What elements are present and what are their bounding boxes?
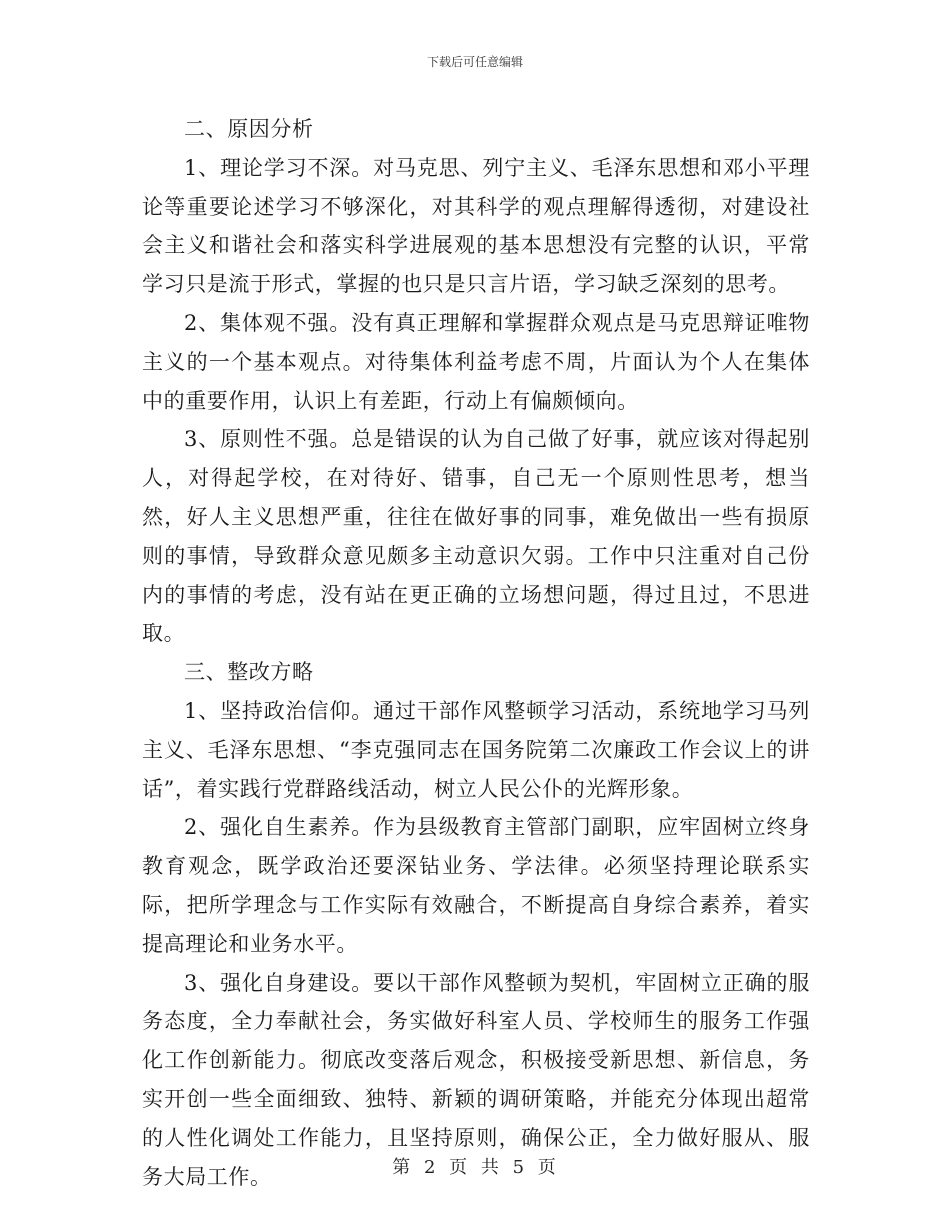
paragraph: 3、原则性不强。总是错误的认为自己做了好事，就应该对得起别人，对得起学校，在对待好、错事，自己无一个原则性思考，想当然，好人主义思想严重，往往在做好事的同事，难免做出一些有损原则的事情，导致群众意见颇多主动意识欠弱。工作中只注重对自己份内的事情的考虑，没有站在更正确的立场想问题，得过且过，不思进取。 [142,427,810,646]
document-body [142,110,810,1196]
paragraph: 2、集体观不强。没有真正理解和掌握群众观点是马克思辩证唯物主义的一个基本观点。对待集体利益考虑不周，片面认为个人在集体中的重要作用，认识上有差距，行动上有偏颇倾向。 [142,310,810,413]
section-heading-rectification: 三、整改方略 [184,660,314,685]
section-heading-cause-analysis: 二、原因分析 [184,117,314,141]
page-header: 下载后可任意编辑 [426,55,523,69]
paragraph: 1、坚持政治信仰。通过干部作风整顿学习活动，系统地学习马列主义、毛泽东思想、“李克强同志在国务院第二次廉政工作会议上的讲话”，着实践行党群路线活动，树立人民公仆的光辉形象。 [142,698,810,801]
paragraph: 3、强化自身建设。要以干部作风整顿为契机，牢固树立正确的服务态度，全力奉献社会，务实做好科室人员、学校师生的服务工作强化工作创新能力。彻底改变落后观念，积极接受新思想、新信息，务实开创一些全面细致、独特、新颖的调研策略，并能充分体现出超常的人性化调处工作能力，且坚持原则，确保公正，全力做好服从、服务大局工作。 [142,970,810,1189]
paragraph: 1、理论学习不深。对马克思、列宁主义、毛泽东思想和邓小平理论等重要论述学习不够深化，对其科学的观点理解得透彻，对建设社会主义和谐社会和落实科学进展观的基本思想没有完整的认识，平常学习只是流于形式，掌握的也只是只言片语，学习缺乏深刻的思考。 [142,155,810,297]
page-number: 第 2 页 共 5 页 [392,1157,558,1178]
paragraph: 2、强化自生素养。作为县级教育主管部门副职，应牢固树立终身教育观念，既学政治还要深钻业务、学法律。必须坚持理论联系实际，把所学理念与工作实际有效融合，不断提高自身综合素养，着实提高理论和业务水平。 [142,815,810,956]
